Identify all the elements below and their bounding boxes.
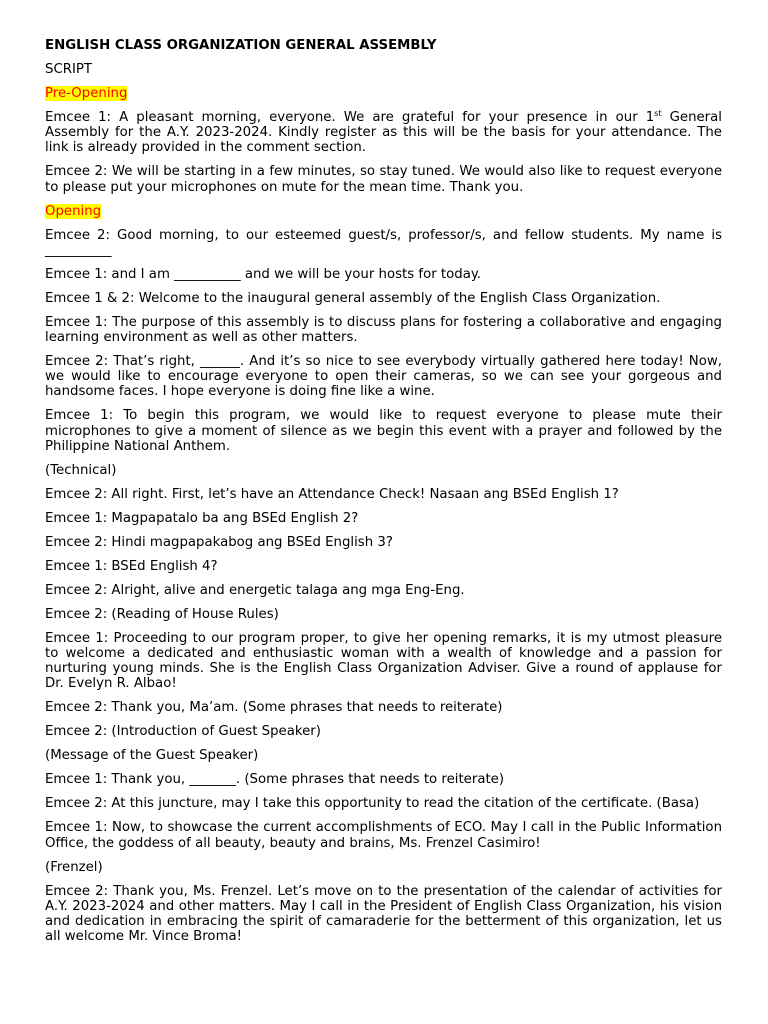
- script-line: Emcee 2: All right. First, let’s have an Attendance Check! Nasaan ang BSEd English 1?: [45, 486, 619, 502]
- script-line: Emcee 1 & 2: Welcome to the inaugural general assembly of the English Class Organization.: [45, 290, 661, 306]
- script-line: Emcee 2: Hindi magpapakabog ang BSEd English 3?: [45, 534, 393, 550]
- section-heading-opening: Opening: [45, 203, 102, 219]
- script-line: Emcee 2: (Reading of House Rules): [45, 606, 279, 622]
- script-line: Emcee 2: That’s right, ______. And it’s so nice to see everybody virtually gathered here today! Now, we would like to encourage everyone to open their cameras, so we can see your gorgeous and handsome faces. I hope everyone is doing fine like a wine.: [45, 354, 722, 400]
- script-line: Emcee 1: and I am __________ and we will be your hosts for today.: [45, 266, 482, 282]
- script-line: Emcee 1: The purpose of this assembly is to discuss plans for fostering a collaborative and engaging learning environment as well as other matters.: [45, 314, 722, 346]
- pre-opening-paragraph-2: Emcee 2: We will be starting in a few minutes, so stay tuned. We would also like to request everyone to please put your microphones on mute for the mean time. Thank you.: [45, 164, 722, 195]
- script-line: Emcee 1: To begin this program, we would like to request everyone to please mute their microphones to give a moment of silence as we begin this event with a prayer and followed by the Philippine National Anthem.: [45, 408, 722, 454]
- script-line: Emcee 1: Thank you, _______. (Some phrases that needs to reiterate): [45, 772, 505, 788]
- script-line: Emcee 2: Good morning, to our esteemed guest/s, professor/s, and fellow students. My name is __________: [45, 227, 722, 258]
- script-line: Emcee 2: Thank you, Ma’am. (Some phrases that needs to reiterate): [45, 700, 503, 716]
- script-line: Emcee 1: BSEd English 4?: [45, 558, 218, 574]
- script-line: Emcee 2: At this juncture, may I take this opportunity to read the citation of the certificate. (Basa): [45, 796, 700, 812]
- script-body: [45, 38, 722, 953]
- ordinal-suffix: st: [654, 109, 662, 118]
- script-line: Emcee 2: (Introduction of Guest Speaker): [45, 724, 321, 740]
- script-line: Emcee 1: Proceeding to our program proper, to give her opening remarks, it is my utmost pleasure to welcome a dedicated and enthusiastic woman with a wealth of knowledge and a passion for nurturing young minds. She is the English Class Organization Adviser. Give a round of applause for Dr. Evelyn R. Albao!: [45, 630, 722, 692]
- script-line: (Message of the Guest Speaker): [45, 748, 259, 764]
- pre-opening-paragraph-1: Emcee 1: A pleasant morning, everyone. We are grateful for your presence in our 1st General Assembly for the A.Y. 2023-2024. Kindly register as this will be the basis for your attendance. The link is already provided in the comment section.: [45, 109, 722, 156]
- document-title: ENGLISH CLASS ORGANIZATION GENERAL ASSEMBLY: [45, 38, 437, 53]
- section-heading-pre-opening: Pre-Opening: [45, 86, 128, 101]
- script-line: (Technical): [45, 462, 117, 478]
- script-line: Emcee 1: Magpapatalo ba ang BSEd English 2?: [45, 510, 359, 526]
- script-label: SCRIPT: [45, 62, 93, 77]
- script-line: (Frenzel): [45, 859, 103, 875]
- script-line: Emcee 1: Now, to showcase the current accomplishments of ECO. May I call in the Public Information Office, the goddess of all beauty, beauty and brains, Ms. Frenzel Casimiro!: [45, 820, 722, 851]
- script-line: Emcee 2: Thank you, Ms. Frenzel. Let’s move on to the presentation of the calendar of activities for A.Y. 2023-2024 and other matters. May I call in the President of English Class Organization, his vision and dedication in embracing the spirit of camaraderie for the betterment of this organization, let us all welcome Mr. Vince Broma!: [45, 883, 722, 945]
- opening-paragraphs: [45, 228, 722, 945]
- script-line: Emcee 2: Alright, alive and energetic talaga ang mga Eng-Eng.: [45, 582, 465, 598]
